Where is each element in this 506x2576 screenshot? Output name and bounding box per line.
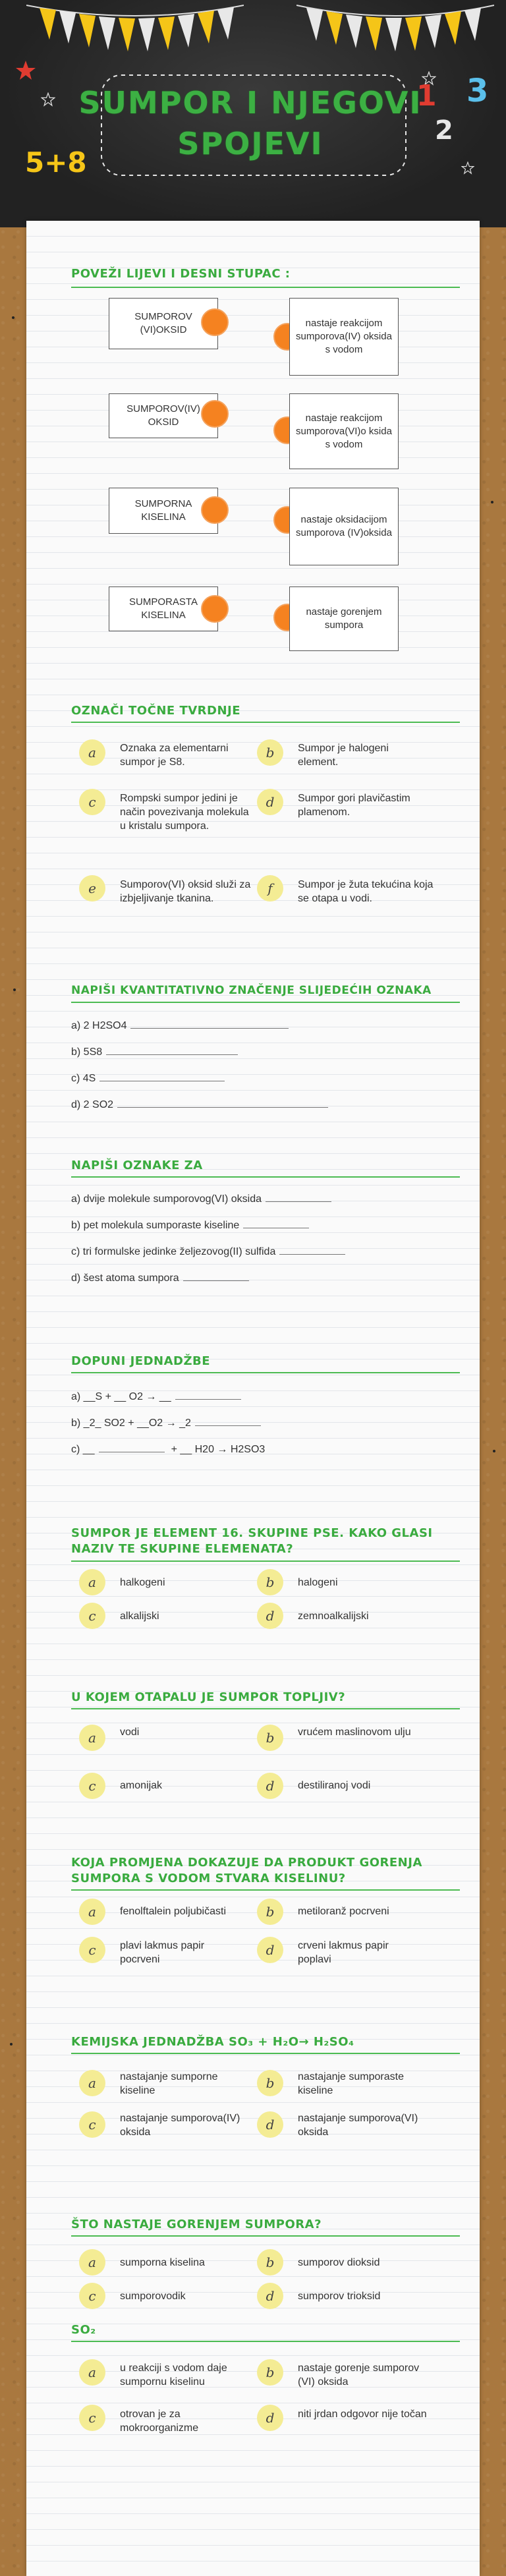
option-badge-d[interactable]: d [257, 2405, 283, 2431]
q3-option-a[interactable]: fenolftalein poljubičasti [120, 1906, 226, 1917]
option-badge-c[interactable]: c [79, 789, 105, 815]
kvant-item-c: c) 4S [71, 1071, 225, 1085]
q6-option-b[interactable]: nastaje gorenje sumporov (VI) oksida [298, 2362, 420, 2388]
question-title-5: ŠTO NASTAJE GORENJEM SUMPORA? [71, 2218, 322, 2231]
statement-d[interactable]: Sumpor gori plavičastim plamenom. [298, 793, 410, 818]
answer-blank[interactable] [117, 1097, 328, 1108]
equation-a: a) __S + __ O2 → __ [71, 1389, 241, 1403]
option-badge-a[interactable]: a [79, 2359, 105, 2386]
option-badge-b[interactable]: b [257, 2070, 283, 2096]
answer-blank[interactable] [195, 1416, 261, 1426]
option-badge-c[interactable]: c [79, 1603, 105, 1629]
page-title: SUMPOR I NJEGOVI SPOJEVI [78, 85, 422, 161]
chalkboard-header [0, 0, 506, 227]
star-outline-icon [461, 161, 474, 175]
section-title-oznake: NAPIŠI OZNAKE ZA [71, 1159, 203, 1172]
statement-e[interactable]: Sumporov(VI) oksid služi za izbjeljivanje tkanina. [120, 879, 251, 904]
option-badge-b[interactable]: b [257, 2359, 283, 2386]
option-badge-a[interactable]: a [79, 1569, 105, 1595]
option-badge-b[interactable]: b [257, 739, 283, 766]
cork-pin [10, 2043, 13, 2046]
section-divider [71, 1560, 460, 1562]
answer-blank[interactable] [266, 1191, 331, 1202]
q4-option-d[interactable]: nastajanje sumporova(VI) oksida [298, 2113, 418, 2138]
option-badge-d[interactable]: d [257, 2111, 283, 2138]
section-divider [71, 2053, 460, 2054]
answer-blank[interactable] [175, 1389, 241, 1400]
option-badge-c[interactable]: c [79, 2111, 105, 2138]
question-title-2: U KOJEM OTAPALU JE SUMPOR TOPLJIV? [71, 1690, 346, 1704]
q6-option-d[interactable]: niti jrdan odgovor nije točan [298, 2409, 427, 2420]
oznake-item-b: b) pet molekula sumporaste kiseline [71, 1218, 309, 1232]
option-badge-c[interactable]: c [79, 2405, 105, 2431]
question-title-4: KEMIJSKA JEDNADŽBA SO₃ + H₂O→ H₂SO₄ [71, 2035, 354, 2049]
option-badge-d[interactable]: d [257, 789, 283, 815]
q2-option-c[interactable]: amonijak [120, 1780, 163, 1791]
option-badge-c[interactable]: c [79, 1937, 105, 1963]
kvant-item-d: d) 2 SO2 [71, 1097, 328, 1111]
answer-blank[interactable] [243, 1218, 309, 1228]
option-badge-a[interactable]: a [79, 2070, 105, 2096]
q4-option-c[interactable]: nastajanje sumporova(IV) oksida [120, 2113, 240, 2138]
kvant-item-b: b) 5S8 [71, 1045, 238, 1058]
cork-pin [13, 988, 16, 991]
option-badge-a[interactable]: a [79, 1725, 105, 1751]
star-red-icon [14, 59, 37, 82]
section-divider [71, 722, 460, 723]
bunting-left-icon [26, 0, 244, 59]
deco-number-2: 2 [435, 115, 453, 146]
section-title-tvrdnje: OZNAČI TOČNE TVRDNJE [71, 704, 241, 718]
q2-option-d[interactable]: destiliranoj vodi [298, 1780, 371, 1791]
cork-pin [493, 1450, 495, 1452]
match-left-4[interactable]: SUMPORASTA KISELINA [109, 587, 218, 631]
oznake-item-a: a) dvije molekule sumporovog(VI) oksida [71, 1191, 331, 1205]
match-left-3[interactable]: SUMPORNA KISELINA [109, 488, 218, 534]
match-dot-left-4[interactable] [201, 595, 229, 623]
section-divider [71, 287, 460, 288]
option-badge-c[interactable]: c [79, 1773, 105, 1799]
answer-blank[interactable] [99, 1071, 225, 1081]
option-badge-a[interactable]: a [79, 1899, 105, 1925]
section-divider [71, 1372, 460, 1373]
option-badge-a[interactable]: a [79, 2249, 105, 2275]
option-badge-d[interactable]: d [257, 1773, 283, 1799]
option-badge-d[interactable]: d [257, 2283, 283, 2309]
bunting-right-icon [296, 0, 494, 59]
match-left-2[interactable]: SUMPOROV(IV) OKSID [109, 393, 218, 438]
option-badge-b[interactable]: b [257, 1899, 283, 1925]
question-title-6: SO₂ [71, 2323, 96, 2337]
match-right-2[interactable]: nastaje reakcijom sumporova(VI)o ksida s vodom [289, 393, 399, 469]
q6-option-a[interactable]: u reakciji s vodom daje sumpornu kiselinu [120, 2362, 227, 2388]
q1-option-c[interactable]: alkalijski [120, 1611, 159, 1622]
answer-blank[interactable] [106, 1045, 238, 1055]
answer-blank[interactable] [279, 1244, 345, 1255]
q2-option-b[interactable]: vrućem maslinovom ulju [298, 1727, 411, 1738]
statement-a[interactable]: Oznaka za elementarni sumpor je S8. [120, 743, 229, 768]
q6-option-c[interactable]: otrovan je za mokroorganizme [120, 2409, 199, 2434]
q5-option-b[interactable]: sumporov dioksid [298, 2257, 380, 2268]
option-badge-b[interactable]: b [257, 2249, 283, 2275]
q4-option-a[interactable]: nastajanje sumporne kiseline [120, 2071, 218, 2096]
q5-option-c[interactable]: sumporovodik [120, 2291, 186, 2302]
statement-b[interactable]: Sumpor je halogeni element. [298, 743, 389, 768]
answer-blank[interactable] [99, 1442, 165, 1452]
deco-sum: 5+8 [25, 146, 87, 179]
section-divider [71, 1708, 460, 1709]
section-title-match: POVEŽI LIJEVI I DESNI STUPAC : [71, 267, 291, 281]
match-dot-left-1[interactable] [201, 308, 229, 336]
match-right-1[interactable]: nastaje reakcijom sumporova(IV) oksida s vodom [289, 298, 399, 376]
section-title-kvant: NAPIŠI KVANTITATIVNO ZNAČENJE SLIJEDEĆIH OZNAKA [71, 984, 432, 997]
q1-option-b[interactable]: halogeni [298, 1577, 338, 1588]
match-left-1[interactable]: SUMPOROV (VI)OKSID [109, 298, 218, 349]
match-dot-left-2[interactable] [201, 400, 229, 428]
cork-pin [12, 316, 14, 319]
q5-option-a[interactable]: sumporna kiselina [120, 2257, 205, 2268]
section-divider [71, 1176, 460, 1178]
statement-c[interactable]: Rompski sumpor jedini je način povezivanja molekula u kristalu sumpora. [120, 793, 249, 832]
option-badge-b[interactable]: b [257, 1569, 283, 1595]
deco-number-1: 1 [416, 79, 437, 113]
q3-option-d[interactable]: crveni lakmus papir poplavi [298, 1940, 389, 1965]
q3-option-b[interactable]: metiloranž pocrveni [298, 1906, 389, 1917]
section-divider [71, 1889, 460, 1891]
question-title-3: KOJA PROMJENA DOKAZUJE DA PRODUKT GORENJA SUMPORA S VODOM STVARA KISELINU? [71, 1856, 422, 1885]
equation-c: c) __ + __ H20 → H2SO3 [71, 1442, 265, 1456]
q4-option-b[interactable]: nastajanje sumporaste kiseline [298, 2071, 404, 2096]
section-title-jednadzbe: DOPUNI JEDNADŽBE [71, 1354, 211, 1368]
section-divider [71, 2235, 460, 2237]
worksheet-paper [26, 221, 480, 2576]
q5-option-d[interactable]: sumporov trioksid [298, 2291, 381, 2302]
answer-blank[interactable] [183, 1271, 249, 1281]
answer-blank[interactable] [130, 1018, 289, 1029]
section-divider [71, 2341, 460, 2342]
option-badge-d[interactable]: d [257, 1603, 283, 1629]
match-dot-left-3[interactable] [201, 496, 229, 524]
oznake-item-c: c) tri formulske jedinke željezovog(II) sulfida [71, 1244, 345, 1258]
option-badge-c[interactable]: c [79, 2283, 105, 2309]
option-badge-e[interactable]: e [79, 875, 105, 902]
oznake-item-d: d) šest atoma sumpora [71, 1271, 249, 1284]
q2-option-a[interactable]: vodi [120, 1727, 140, 1738]
match-right-4[interactable]: nastaje gorenjem sumpora [289, 587, 399, 651]
kvant-item-a: a) 2 H2SO4 [71, 1018, 289, 1032]
cork-pin [491, 501, 493, 503]
question-title-1: SUMPOR JE ELEMENT 16. SKUPINE PSE. KAKO GLASI NAZIV TE SKUPINE ELEMENATA? [71, 1526, 433, 1556]
q1-option-a[interactable]: halkogeni [120, 1577, 165, 1588]
equation-b: b) _2_ SO2 + __O2 → _2 [71, 1416, 261, 1429]
option-badge-b[interactable]: b [257, 1725, 283, 1751]
option-badge-d[interactable]: d [257, 1937, 283, 1963]
q3-option-c[interactable]: plavi lakmus papir pocrveni [120, 1940, 205, 1965]
deco-number-3: 3 [466, 72, 489, 109]
q1-option-d[interactable]: zemnoalkalijski [298, 1611, 369, 1622]
match-right-3[interactable]: nastaje oksidacijom sumporova (IV)oksida [289, 488, 399, 565]
option-badge-a[interactable]: a [79, 739, 105, 766]
section-divider [71, 1002, 460, 1003]
option-badge-f[interactable]: f [257, 875, 283, 902]
star-outline-icon [41, 92, 55, 107]
statement-f[interactable]: Sumpor je žuta tekućina koja se otapa u vodi. [298, 879, 434, 904]
